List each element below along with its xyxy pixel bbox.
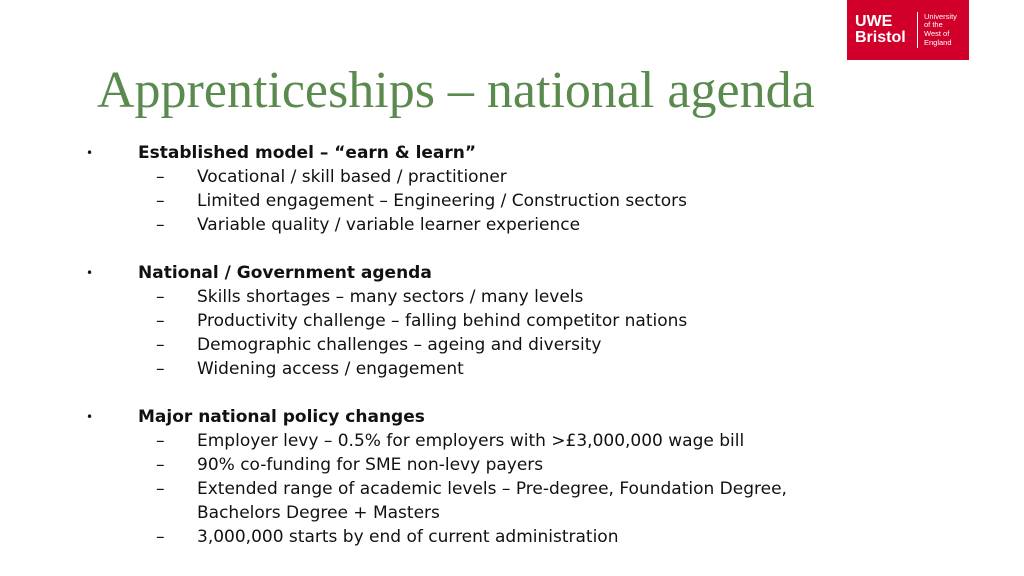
slide-body — [0, 141, 1024, 573]
sub-bullet-row — [0, 525, 1024, 549]
sub-bullet-text: Vocational / skill based / practitioner — [197, 167, 507, 187]
bullet-heading-row — [0, 141, 1024, 165]
dash-icon: – — [156, 359, 165, 379]
dash-icon: – — [156, 167, 165, 187]
uwe-bristol-logo — [847, 0, 969, 60]
bullet-heading: National / Government agenda — [138, 263, 432, 283]
logo-subtitle-line: University — [924, 11, 957, 21]
sub-bullet-row — [0, 165, 1024, 189]
dash-icon: – — [156, 191, 165, 211]
slide-title: Apprenticeships – national agenda — [97, 62, 815, 119]
logo-subtitle — [924, 13, 957, 47]
dash-icon: – — [156, 311, 165, 331]
bullet-heading: Major national policy changes — [138, 407, 425, 427]
sub-bullet-text: Variable quality / variable learner experience — [197, 215, 581, 235]
sub-bullet-row — [0, 501, 1024, 525]
logo-wordmark — [847, 14, 913, 46]
sub-bullet-text: 90% co-funding for SME non-levy payers — [197, 455, 544, 475]
bullet-section — [0, 261, 1024, 381]
bullet-icon: • — [86, 146, 94, 160]
bullet-section — [0, 405, 1024, 549]
dash-icon: – — [156, 527, 165, 547]
logo-subtitle-line: of the — [924, 20, 943, 30]
logo-divider — [917, 12, 918, 48]
bullet-section — [0, 141, 1024, 237]
sub-bullet-row — [0, 309, 1024, 333]
dash-icon: – — [156, 287, 165, 307]
sub-bullet-row — [0, 285, 1024, 309]
dash-icon: – — [156, 215, 165, 235]
sub-bullet-row — [0, 429, 1024, 453]
sub-bullet-text: Bachelors Degree + Masters — [197, 503, 440, 523]
bullet-heading: Established model – “earn & learn” — [138, 143, 477, 163]
sub-bullet-text: Productivity challenge – falling behind competitor nations — [197, 311, 688, 331]
dash-icon: – — [156, 431, 165, 451]
sub-bullet-text: Limited engagement – Engineering / Construction sectors — [197, 191, 688, 211]
sub-bullet-row — [0, 453, 1024, 477]
dash-icon: – — [156, 455, 165, 475]
bullet-icon: • — [86, 410, 94, 424]
sub-bullet-text: Employer levy – 0.5% for employers with >£3,000,000 wage bill — [197, 431, 745, 451]
sub-bullet-row — [0, 213, 1024, 237]
sub-bullet-row — [0, 357, 1024, 381]
logo-wordmark-line: UWE — [855, 13, 893, 30]
sub-bullet-row — [0, 477, 1024, 501]
sub-bullet-row — [0, 333, 1024, 357]
sub-bullet-text: Skills shortages – many sectors / many levels — [197, 287, 584, 307]
bullet-icon: • — [86, 266, 94, 280]
sub-bullet-text: Widening access / engagement — [197, 359, 464, 379]
logo-wordmark-line: Bristol — [855, 29, 906, 46]
sub-bullet-text: Demographic challenges – ageing and diversity — [197, 335, 602, 355]
bullet-heading-row — [0, 405, 1024, 429]
dash-icon: – — [156, 479, 165, 499]
sub-bullet-row — [0, 189, 1024, 213]
logo-subtitle-line: West of — [924, 29, 950, 38]
dash-icon: – — [156, 335, 165, 355]
sub-bullet-text: 3,000,000 starts by end of current administration — [197, 527, 619, 547]
sub-bullet-text: Extended range of academic levels – Pre-degree, Foundation Degree, — [197, 479, 787, 499]
bullet-heading-row — [0, 261, 1024, 285]
logo-subtitle-line: England — [924, 37, 952, 47]
